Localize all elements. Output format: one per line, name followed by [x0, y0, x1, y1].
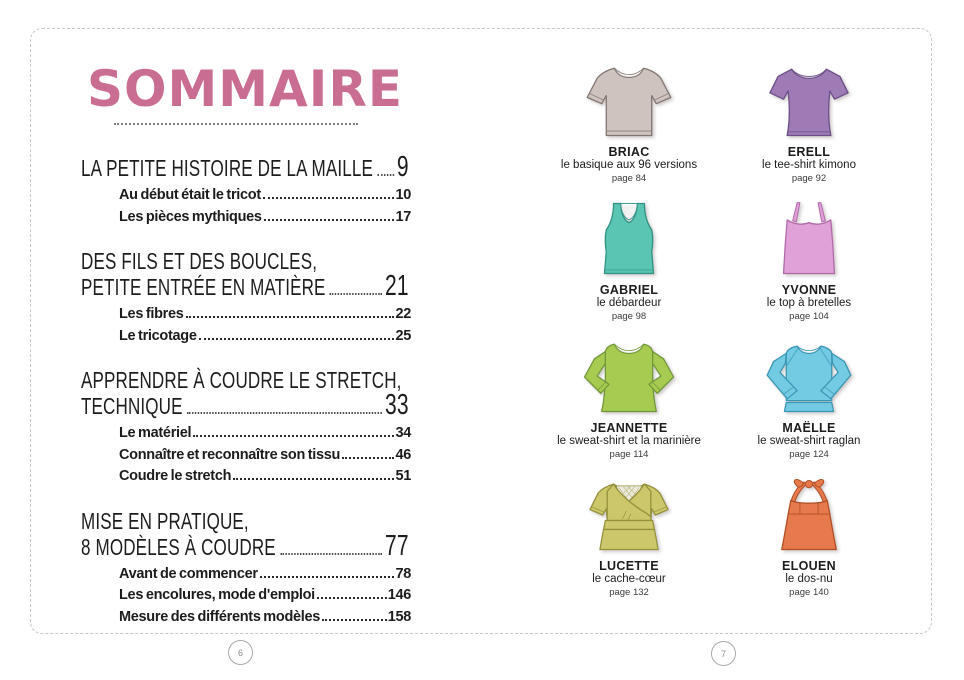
- model-description: le basique aux 96 versions: [560, 159, 698, 171]
- toc-heading: [81, 151, 409, 183]
- trim-border: [30, 28, 932, 634]
- model-card: [719, 335, 899, 473]
- model-description: le sweat-shirt raglan: [757, 435, 861, 447]
- model-card: [719, 473, 899, 611]
- toc-item-label: Le tricotage: [119, 327, 197, 344]
- model-name: GABRIEL: [599, 283, 659, 297]
- dot-leader: [193, 435, 394, 437]
- model-page-ref: page 140: [789, 587, 829, 598]
- model-page-ref: page 114: [609, 449, 649, 460]
- toc-item-label: Avant de commencer: [119, 565, 258, 582]
- toc-item-list: [81, 564, 411, 629]
- model-name: BRIAC: [608, 145, 650, 159]
- toc-section: [81, 368, 411, 488]
- tank-top-illustration: [579, 197, 679, 281]
- model-page-ref: page 132: [609, 587, 649, 598]
- model-name: LUCETTE: [599, 559, 659, 573]
- dot-leader: [186, 316, 395, 318]
- model-name: JEANNETTE: [590, 421, 668, 435]
- toc-item-label: Mesure des différents modèles: [119, 608, 321, 625]
- toc-item-label: Les pièces mythiques: [119, 208, 262, 225]
- toc-item-label: Le matériel: [119, 425, 192, 441]
- toc-heading-line: [81, 389, 409, 421]
- model-description: le débardeur: [596, 297, 662, 309]
- model-description: le top à bretelles: [766, 297, 852, 309]
- wrap-top-illustration: [579, 473, 679, 557]
- kimono-tee-illustration: [759, 59, 859, 143]
- dot-leader: [260, 576, 395, 578]
- halter-top-illustration: [759, 473, 859, 557]
- toc-item: [119, 607, 411, 629]
- toc-item-page: 17: [395, 208, 411, 225]
- toc-heading: [81, 368, 409, 419]
- toc-heading-line: APPRENDRE À COUDRE LE STRETCH,: [81, 367, 402, 393]
- toc-heading-page: 77: [385, 529, 409, 562]
- toc-heading: [81, 509, 409, 560]
- toc-section: [81, 249, 411, 347]
- model-page-ref: page 124: [789, 449, 829, 460]
- table-of-contents: [81, 151, 411, 628]
- toc-item-page: 146: [387, 587, 411, 603]
- toc-section: [81, 509, 411, 629]
- toc-heading-text: 8 MODÈLES À COUDRE: [81, 533, 276, 560]
- toc-item-label: Connaître et reconnaître son tissu: [119, 446, 341, 463]
- toc-section: [81, 151, 411, 228]
- toc-heading: [81, 249, 409, 300]
- toc-item-list: [81, 304, 411, 347]
- model-name: ELOUEN: [782, 559, 836, 573]
- camisole-illustration: [759, 197, 859, 281]
- toc-item-label: Les fibres: [119, 306, 184, 322]
- dot-leader: [187, 412, 382, 414]
- toc-heading-line: MISE EN PRATIQUE,: [81, 507, 249, 534]
- long-sleeve-tee-illustration: [579, 335, 679, 419]
- toc-item: [119, 445, 411, 467]
- model-card: [539, 335, 719, 473]
- toc-item-list: [81, 423, 411, 488]
- toc-heading-text: LA PETITE HISTOIRE DE LA MAILLE: [81, 155, 374, 181]
- toc-heading-line: [81, 151, 409, 183]
- toc-item-page: 158: [387, 608, 411, 625]
- toc-heading-page: 33: [385, 389, 409, 421]
- toc-item-page: 46: [395, 446, 411, 463]
- toc-item: [119, 304, 411, 326]
- dot-leader: [263, 197, 395, 199]
- model-name: YVONNE: [781, 283, 837, 297]
- toc-heading-text: TECHNIQUE: [81, 393, 183, 419]
- model-description: le tee-shirt kimono: [762, 159, 856, 171]
- model-name: ERELL: [787, 145, 831, 159]
- dot-leader: [280, 553, 382, 555]
- dot-leader: [377, 174, 394, 176]
- toc-heading-page: 9: [396, 151, 409, 183]
- toc-item-page: 22: [395, 306, 411, 322]
- dot-leader: [264, 219, 395, 221]
- model-name: MAËLLE: [782, 421, 836, 435]
- model-page-ref: page 92: [791, 173, 827, 184]
- model-page-ref: page 84: [611, 173, 647, 184]
- model-card: [719, 197, 899, 335]
- toc-item: [119, 326, 411, 348]
- toc-heading-page: 21: [385, 270, 409, 302]
- toc-item: [119, 185, 411, 207]
- models-grid: [539, 59, 931, 611]
- toc-item: [119, 466, 411, 488]
- model-page-ref: page 98: [611, 311, 647, 322]
- toc-item-label: Les encolures, mode d'emploi: [119, 587, 315, 603]
- model-card: [719, 59, 899, 197]
- model-description: le dos-nu: [785, 573, 833, 585]
- toc-item-page: 78: [395, 565, 411, 582]
- toc-item-page: 51: [395, 468, 411, 484]
- model-card: [539, 59, 719, 197]
- toc-heading-line: [81, 529, 409, 562]
- right-page: [483, 29, 931, 633]
- tshirt-illustration: [579, 59, 679, 143]
- raglan-sweatshirt-illustration: [759, 335, 859, 419]
- dot-leader: [330, 293, 382, 295]
- toc-heading-text: PETITE ENTRÉE EN MATIÈRE: [81, 274, 326, 300]
- toc-item-page: 10: [395, 187, 411, 203]
- model-card: [539, 473, 719, 611]
- dot-leader: [342, 457, 394, 459]
- dot-leader: [199, 338, 395, 340]
- toc-item-label: Coudre le stretch: [119, 468, 232, 484]
- page-number-badge-left: 6: [228, 640, 253, 665]
- toc-heading-line: DES FILS ET DES BOUCLES,: [81, 248, 318, 274]
- dot-leader: [317, 597, 387, 599]
- toc-item: [119, 585, 411, 607]
- toc-item: [119, 423, 411, 445]
- model-card: [539, 197, 719, 335]
- toc-item-page: 34: [395, 425, 411, 441]
- page-title: SOMMAIRE: [87, 60, 403, 118]
- model-description: le sweat-shirt et la marinière: [557, 435, 701, 447]
- toc-item-label: Au début était le tricot: [119, 187, 261, 203]
- page-number-badge-right: 7: [711, 641, 736, 666]
- toc-item: [119, 564, 411, 586]
- title-underline: [114, 123, 358, 125]
- model-page-ref: page 104: [789, 311, 829, 322]
- model-description: le cache-cœur: [592, 573, 666, 585]
- left-page: [31, 29, 483, 633]
- toc-item-list: [81, 185, 411, 228]
- toc-item: [119, 207, 411, 229]
- dot-leader: [322, 619, 387, 621]
- dot-leader: [233, 478, 394, 480]
- toc-heading-line: [81, 270, 409, 302]
- toc-item-page: 25: [395, 327, 411, 344]
